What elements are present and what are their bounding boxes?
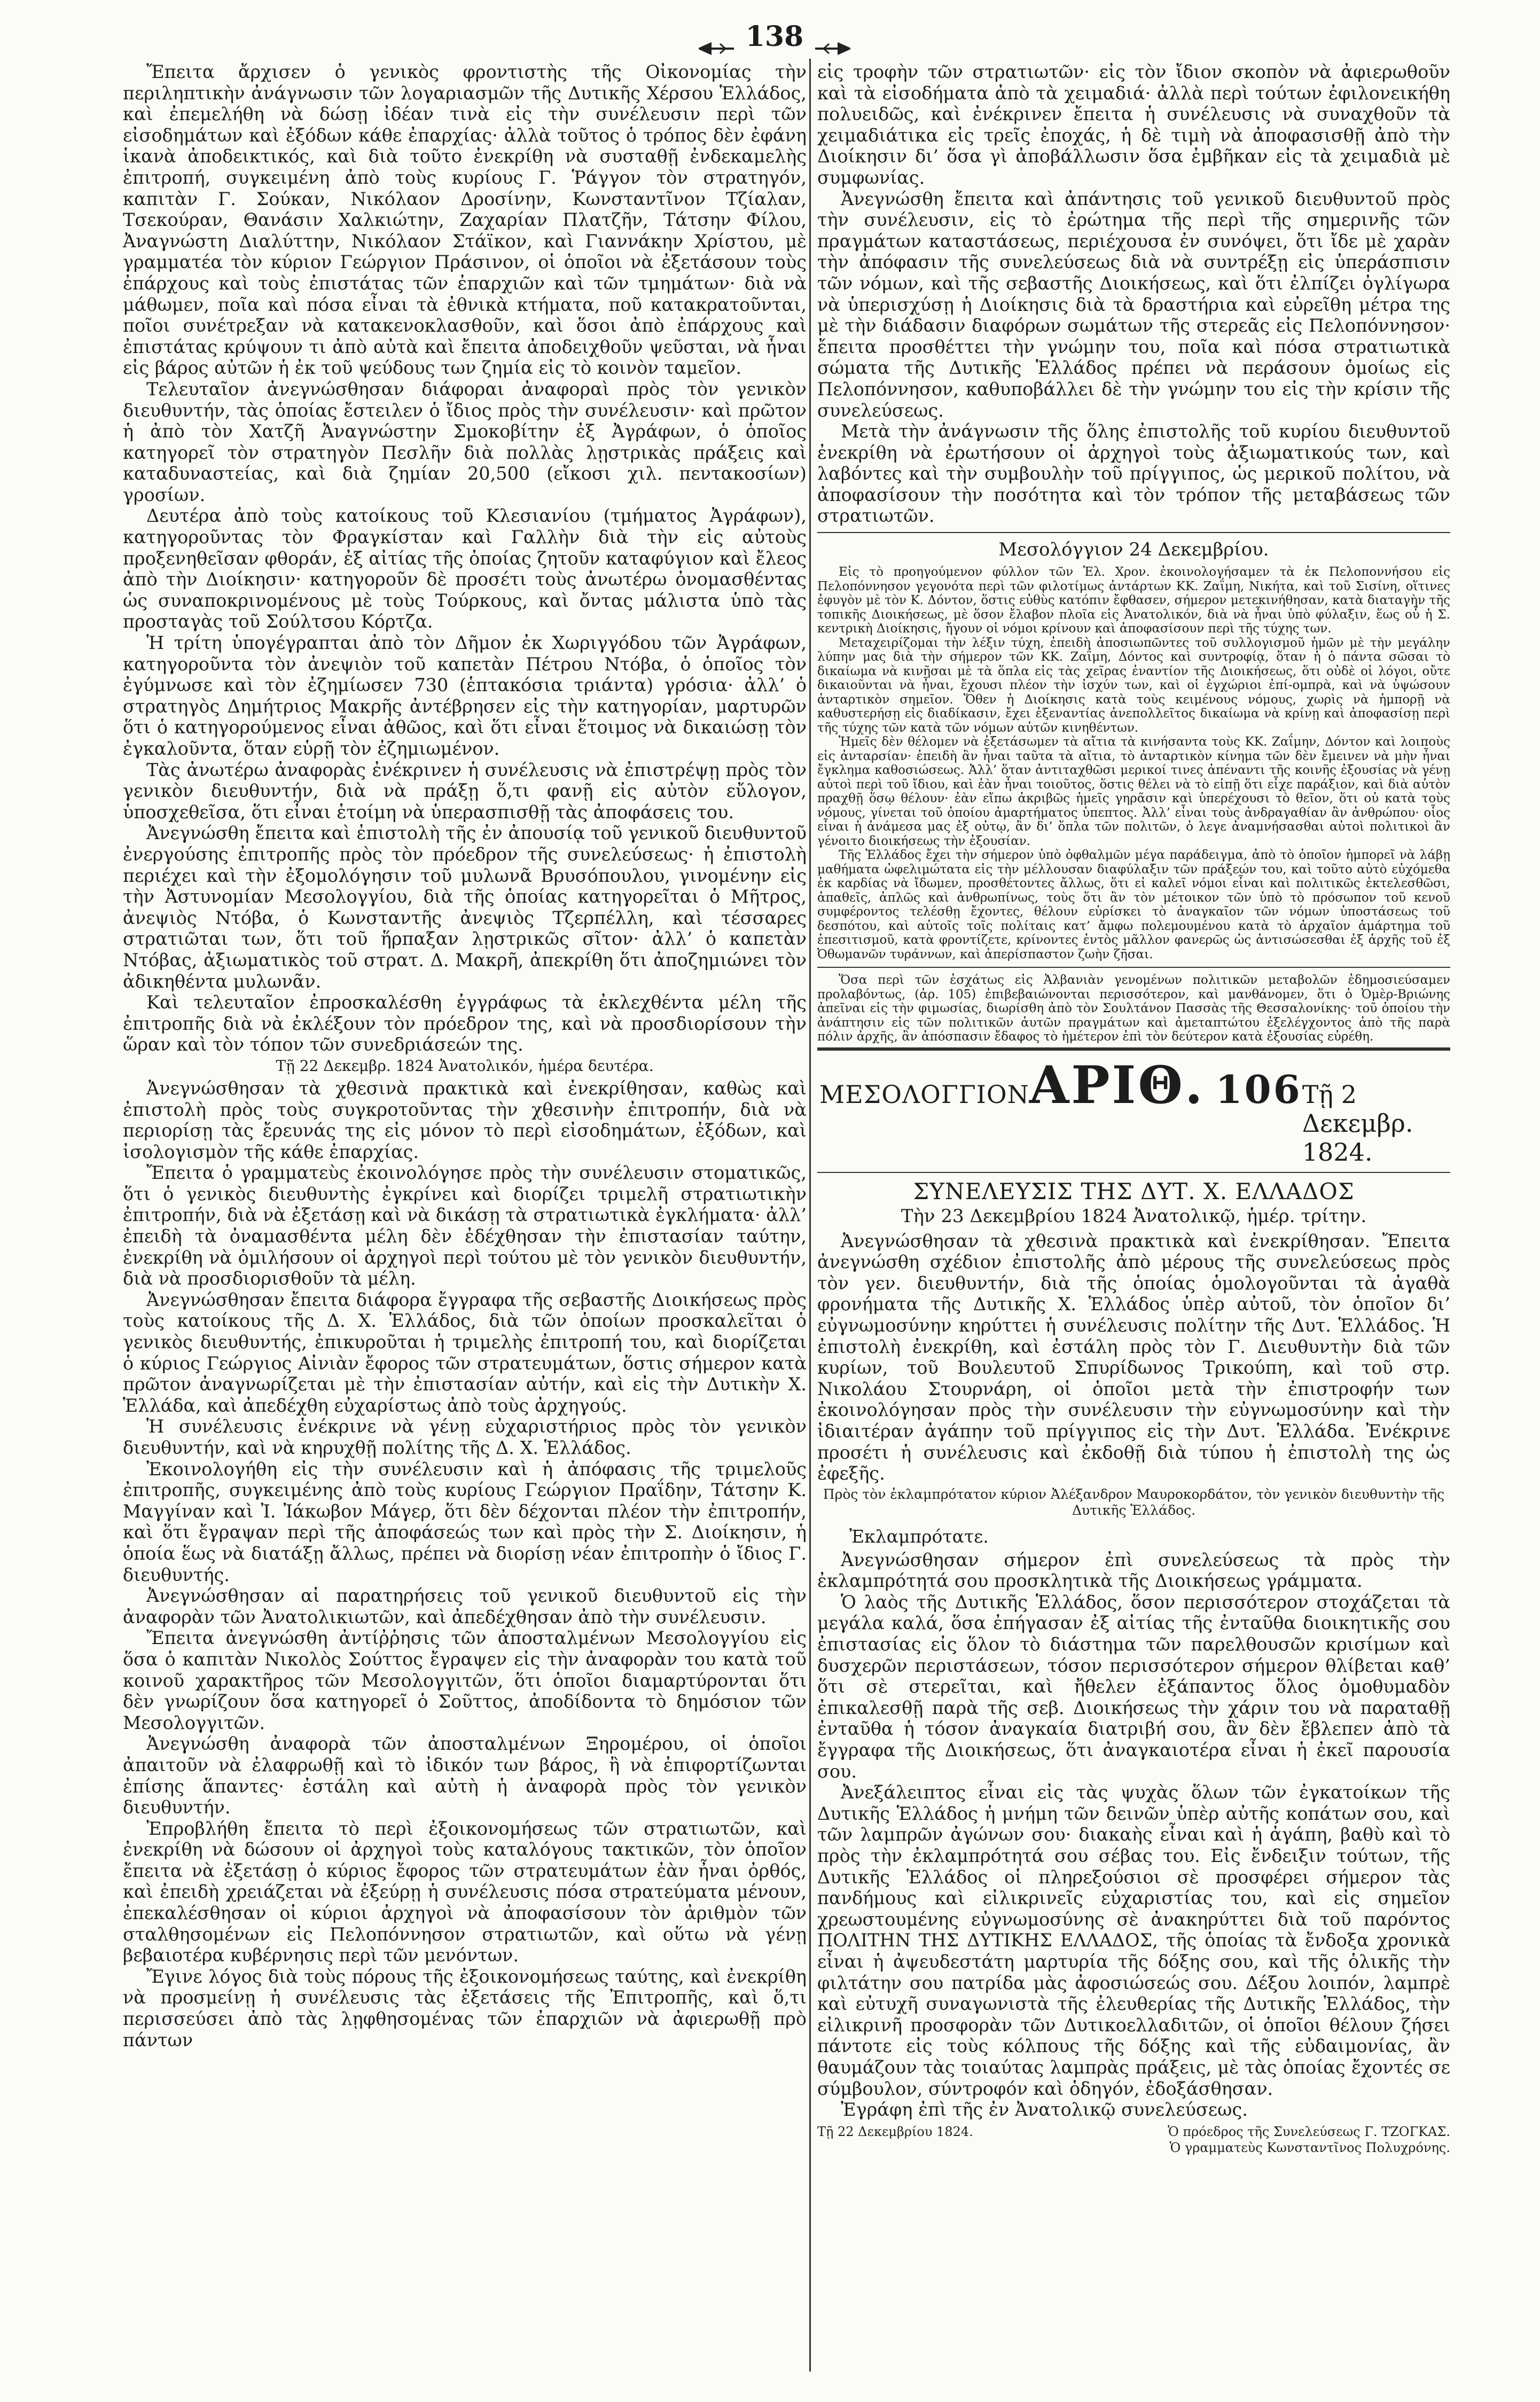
news-paragraph: Μεταχειρίζομαι τὴν λέξιν τύχη, ἐπειδὴ ἀποσιωπῶντες τοῦ συλλογισμοῦ ἡμῶν μὲ τὴν μεγάλην λύπην μας διὰ τὴν σήμερον τῶν ΚΚ. Ζαΐμη, Δόντος καὶ συντροφίᾳ, ὅταν ἡ ὁ πάντα σῶσαι τὸ δικαίωμα νὰ κινῆσαι μὲ τὰ ὅπλα εἰς τὰς χεῖρας ἐναντίον τῆς Διοικήσεως, ὅτι οὐδὲ οἱ λόγοι, οὔτε δικαιοῦνται νὰ ἦναι, ἔχουσι πλέον τὴν ἰσχύν των, καὶ οἱ ἐγχώριοι ἐπί-ομπρὰ, καὶ νὰ ὑψώσουν ἀνταρτικὸν σημεῖον. Ὅθεν ἡ Διοίκησις κατὰ τοὺς κειμένους νόμους, χωρὶς νὰ ἡμπορῇ νὰ καθυστερήσῃ εἰς διαδίκασιν, ἔχει ἐξεναντίας ἀνεπολλεῖτος δικαίωμα νὰ κρίνῃ καὶ ἀποφασίσῃ περὶ τῆς τύχης τῶν κατὰ τῶν νόμων αὐτῶν κινηθέντων. [817, 636, 1450, 735]
paragraph: Ἀνεγνώσθησαν αἱ παρατηρήσεις τοῦ γενικοῦ διευθυντοῦ εἰς τὴν ἀναφορὰν τῶν Ἀνατολικιωτῶν, καὶ ἀπεδέχθησαν ἀπὸ τὴν συνέλευσιν. [123, 1585, 807, 1628]
news-paragraph: Εἰς τὸ προηγούμενον φύλλον τῶν Ἑλ. Χρον. ἐκοινολογήσαμεν τὰ ἐκ Πελοποννήσου εἰς Πελοπόννησον γεγονότα περὶ τῶν φιλοτίμως ἀντάρτων ΚΚ. Ζαΐμη, Νικήτα, καὶ τοῦ Σισίνη, οἵτινες ἐφυγὸν μὲ τὸν Κ. Δόντον, ὅστις εὐθὺς κατόπιν ἔφθασεν, σήμερον μετεκινήθησαν, κατὰ διαταγὴν τῆς τοπικῆς Διοικήσεως, μὲ ὅσον ἔλαβον πλοῖα εἰς Ἀνατολικόν, διὰ νὰ ἦναι ὑπὸ φύλαξιν, ἕως οὗ ἡ Σ. κεντρικὴ Διοίκησις, ἤγουν οἱ νόμοι κρίνουν καὶ ἀποφασίσουν περὶ τῆς τύχης των. [817, 565, 1450, 636]
masthead-label: ΑΡΙΘ. [1029, 1054, 1205, 1115]
issue-masthead [817, 1055, 1450, 1167]
paragraph: Δευτέρα ἀπὸ τοὺς κατοίκους τοῦ Κλεσιανίου (τμήματος Ἀγράφων), κατηγοροῦντας τὸν Φραγκίσταν καὶ Γαλλὴν διὰ τὴν εἰς αὐτοὺς προξενηθεῖσαν φθοράν, ἐξ αἰτίας τῆς ὁποίας ζητοῦν καταφύγιον καὶ ἔλεος ἀπὸ τὴν Διοίκησιν· κατηγοροῦν δὲ προσέτι τοὺς ἀνωτέρω ὀνομασθέντας ὡς συναποκρινομένους μὲ τοὺς Τούρκους, καὶ ὄντας μάλιστα ὑπὸ τὰς προσταγὰς τοῦ Σούλτσου Κόρτζα. [123, 505, 807, 632]
paragraph: Ἔπειτα ἀνεγνώσθη ἀντίῤῥησις τῶν ἀποσταλμένων Μεσολογγίου εἰς ὅσα ὁ καπιτὰν Νικολὸς Σούττος ἔγραψεν εἰς τὴν ἀναφορὰν του κατὰ τοῦ κοινοῦ χαρακτῆρος τῶν Μεσολογγιτῶν, ὅτι ὁποῖοι διαμαρτύρονται ὅτι δὲν γνωρίζουν ὅσα κατηγορεῖ ὁ Σοῦττος, ἀποδίδοντα τὸ δημόσιον τῶν Μεσολογγιτῶν. [123, 1628, 807, 1733]
footer-president: Ὁ πρόεδρος τῆς Συνελεύσεως Γ. ΤΖΟΓΚΑΣ. [1168, 2124, 1450, 2139]
letter-sign-place: Ἐγράφη ἐπὶ τῆς ἐν Ἀνατολικῷ συνελεύσεως. [841, 2099, 1248, 2121]
right-column [817, 61, 1450, 2156]
paragraph: Ἀνεγνώσθη ἀναφορὰ τῶν ἀποσταλμένων Ξηρομέρου, οἱ ὁποῖοι ἀπαιτοῦν νὰ ἐλαφρωθῇ καὶ τὸ ἰδικόν των βάρος, ἢ νὰ ἐπιφορτίζωνται ἐπίσης ἅπαντες· ἐστάλη καὶ αὐτὴ ἡ ἀναφορὰ πρὸς τὸν γενικὸν διευθυντήν. [123, 1733, 807, 1818]
paragraph: Ἔπειτα ὁ γραμματεὺς ἐκοινολόγησε πρὸς τὴν συνέλευσιν στοματικῶς, ὅτι ὁ γενικὸς διευθυντὴς ἐγκρίνει καὶ διορίζει τριμελῆ στρατιωτικὴν ἐπιτροπήν, διὰ νὰ ἐξετάσῃ καὶ νὰ δικάσῃ τὰ στρατιωτικὰ ἐγκλήματα· ἀλλ’ ἐπειδὴ τὰ ὀναμασθέντα μέλη δὲν ἐδέχθησαν τὴν ἐπιστασίαν ταύτην, ἐνεκρίθη νὰ ὁμιλήσουν οἱ ἀρχηγοὶ περὶ τούτου μὲ τὸν γενικὸν διευθυντήν, διὰ νὰ προσδιορισθοῦν τὰ μέλη. [123, 1162, 807, 1289]
section-rule [817, 532, 1450, 533]
masthead-number-block [1029, 1055, 1302, 1115]
news-paragraph: Ὅσα περὶ τῶν ἐσχάτως εἰς Ἀλβανιὰν γενομένων πολιτικῶν μεταβολῶν ἐδημοσιεύσαμεν προλαβόντως, (ἀρ. 105) ἐπιβεβαιώνονται περισσότερον, καὶ μανθάνομεν, ὅτι ὁ Ὀμὲρ-Βριώνης ἀπεῖναι εἰς τὴν φιμωσίας, διωρίσθη ἀπὸ τὸν Σουλτάνον Πασσὰς τῆς Θεσσαλονίκης· τοῦ ὁποίου τὴν ἀνάπτησιν εἰς τῶν πολιτικῶν ἀυτῶν πραγμάτων καὶ ἀμεταπτώτου ἐξελέγχοντος ἀπὸ τῆς παρὰ πόλιν ἀρχῆς, ἂν ἀπόσπασιν ἔδαφος τὸ ἡμέτερον ἐπὶ τὸν δεύτερον κατὰ ἐξουσίας εὐρέθη. [817, 973, 1450, 1044]
masthead-date: Τῇ 2 Δεκεμβρ. 1824. [1302, 1079, 1413, 1167]
news-dateline: Μεσολόγγιον 24 Δεκεμβρίου. [998, 539, 1269, 561]
letter-salutation: Ἐκλαμπρότατε. [849, 1525, 989, 1547]
session-date: Τὴν 23 Δεκεμβρίου 1824 Ἀνατολικῷ, ἡμέρ. τρίτην. [901, 1205, 1367, 1227]
paragraph: Ἡ τρίτη ὑπογέγραπται ἀπὸ τὸν Δῆμον ἐκ Χωριγγόδου τῶν Ἀγράφων, κατηγοροῦντα τὸν ἀνεψιὸν τοῦ καπετὰν Πέτρου Ντόβα, ὁ ὁποῖος τὸν ἐγύμνωσε καὶ τὸν ἐζημίωσεν 730 (ἑπτακόσια τριάντα) γρόσια· ἀλλ’ ὁ στρατηγὸς Δημήτριος Μακρῆς ἀντέβρησεν εἰς τὴν κατηγορίαν, μαρτυρῶν ὅτι ὁ κατηγορούμενος εἶναι ἀθῶος, καὶ ὅτι εἶναι ἕτοιμος νὰ δικαιώσῃ τὸν ἐγκαλοῦντα, ὅταν εὑρῇ τὸν ἐζημιωμένον. [123, 632, 807, 759]
masthead-rule-bottom [817, 1172, 1450, 1173]
letter-addressee: Πρὸς τὸν ἐκλαμπρότατον κύριον Ἀλέξανδρον Μαυροκορδάτον, τὸν γενικὸν διευθυντὴν τῆς Δυτικῆς Ἑλλάδος. [823, 1486, 1445, 1518]
news-paragraph: Ἡμεῖς δὲν θέλομεν νὰ ἐξετάσωμεν τὰ αἴτια τὰ κινήσαντα τοὺς ΚΚ. Ζαΐμην, Δόντον καὶ λοιποὺς εἰς ἀνταρσίαν· ἐπειδὴ ἂν ἦναι ταῦτα τὰ αἴτια, τὸ ἀνταρτικὸν κίνημα τῶν δὲν ἔμεινεν νὰ μὴν ἦναι ἔγκλημα καθοσιώσεως. Ἀλλ’ ὅταν ἀντιταχθῶσι μερικοί τινες ἀπέναντι τῆς κοινῆς ἐξουσίας νὰ γένῃ αὐτοὶ περὶ τοῦ ἴδιου, καὶ ἐὰν ἦναι τοιοῦτος, ὅστις θέλει νὰ τὸ εἰπῇ ὅτι εἶχε παράξιον, καὶ διὰ αὐτὸν πραχθῇ ὅσῳ θέλουν· ἐὰν εἴπω ἀκριβῶς ἡμεῖς γηρᾶσιν καὶ ὑπερέχουσι τὸ θεῖον, ὅτι οὐ κατὰ τοὺς νόμους, γίνεται τοῦ ὁποίου ἁμαρτήματος ὑπεπτος. Ἀλλ’ εἶναι τοὺς ἀνδραγαθίαν ἂν ἀνθρώπου· οἷος εἶναι ἡ ἀνάμεσα μας ἐξ οὐτῳ, ἂν δι’ ὅπλα τῶν πολιτῶν, ὁ λεγε ἀναμνήσασθαι αὐτοὶ πολιτικοὶ ἂν γένοιτο διοικήσεως τὴν ἐξουσίαν. [817, 735, 1450, 848]
left-column [123, 61, 807, 2051]
paragraph: εἰς τροφὴν τῶν στρατιωτῶν· εἰς τὸν ἴδιον σκοπὸν νὰ ἀφιερωθοῦν καὶ τὰ εἰσοδήματα ἀπὸ τὰ χειμαδιά· ἀλλὰ περὶ τούτων ἐφιλονεικήθη πολυειδῶς, καὶ ἐνέκρινεν ἔπειτα ἡ συνέλευσις νὰ συναχθοῦν τὰ χειμαδιάτικα εἰς τρεῖς ἐποχάς, ἡ δὲ τιμὴ νὰ ἀποφασισθῇ ἀπὸ τὴν Διοίκησιν δι’ ὅσα γὶ ἀποβάλλωσιν ὅσα ἐμβῆκαν εἰς τὰ χειμαδιὰ μὲ συμφωνίας. [817, 61, 1450, 188]
masthead-rule-top [817, 1047, 1450, 1051]
letter-paragraph: Ἀνεγνώσθησαν σήμερον ἐπὶ συνελεύσεως τὰ πρὸς τὴν ἐκλαμπρότητά σου προσκλητικὰ τῆς Διοικήσεως γράμματα. [817, 1549, 1450, 1592]
paragraph: Μετὰ τὴν ἀνάγνωσιν τῆς ὅλης ἐπιστολῆς τοῦ κυρίου διευθυντοῦ ἐνεκρίθη νὰ ἐρωτήσουν οἱ ἀρχηγοὶ τοὺς ἀξιωματικούς των, καὶ λαβόντες καὶ τὴν συμβουλὴν τοῦ πρίγγιπος, ὡς μερικοῦ πολίτου, νὰ ἀποφασίσουν τὴν ποσότητα καὶ τὸν τρόπον τῆς μεταβάσεως τῶν στρατιωτῶν. [817, 421, 1450, 527]
letter-footer-secretary [817, 2140, 1450, 2156]
footer-date: Τῇ 22 Δεκεμβρίου 1824. [817, 2124, 973, 2139]
section-rule [817, 967, 1450, 968]
paragraph: Ἀνεγνώσθησαν ἔπειτα διάφορα ἔγγραφα τῆς σεβαστῆς Διοικήσεως πρὸς τοὺς κατοίκους τῆς Δ. Χ. Ἑλλάδος, διὰ τῶν ὁποίων προσκαλεῖται ὁ γενικὸς διευθυντής, ἐπικυροῦται ἡ τριμελὴς ἐπιτροπή του, καὶ διορίζεται ὁ κύριος Γεώργιος Αἰνιὰν ἔφορος τῶν στρατευμάτων, ὅστις σήμερον κατὰ πρῶτον ἀναγνωρίζεται μὲ τὴν ἐπιστασίαν αὐτήν, καὶ εἰς τὴν Δυτικὴν Χ. Ἑλλάδα, καὶ ἀπεδέχθη εὐχαρίστως ἀπὸ τοὺς ἀρχηγούς. [123, 1289, 807, 1416]
paragraph: Ἔπειτα ἄρχισεν ὁ γενικὸς φροντιστὴς τῆς Οἰκονομίας τὴν περιληπτικὴν ἀνάγνωσιν τῶν λογαριασμῶν τῆς Δυτικῆς Χέρσου Ἑλλάδος, καὶ ἐπεμελήθη νὰ δώσῃ ἰδέαν τινὰ εἰς τὴν συνέλευσιν περὶ τῶν εἰσοδημάτων καὶ ἐξόδων κάθε ἐπαρχίας· ἀλλὰ τοῦτος ὁ τρόπος δὲν ἐφάνη ἱκανὰ ἀποδεικτικός, καὶ διὰ τοῦτο ἐνεκρίθη νὰ συσταθῇ ἐνδεκαμελὴς ἐπιτροπή, συγκειμένη ἀπὸ τοὺς κυρίους Γ. Ῥάγγον τὸν στρατηγόν, καπιτὰν Γ. Σούκαν, Νικόλαον Δροσίνην, Κωνσταντῖνον Τζίαλαν, Τσεκούραν, Θανάσιν Χαλκιώτην, Ζαχαρίαν Πλατζῆν, Τάτσην Φίλου, Ἀναγνώστη Διαλύττην, Νικόλαον Στάϊκον, καὶ Γιαννάκην Χρίστου, μὲ γραμματέα τὸν κύριον Γεώργιον Πράσινον, οἱ ὁποῖοι νὰ ἐξετάσουν τοὺς ἐπάρχους καὶ τοὺς ἐπιστάτας τῶν ἐπαρχιῶν καὶ τῶν τμημάτων· διὰ νὰ μάθωμεν, ποῖα καὶ πόσα εἶναι τὰ ἐθνικὰ κτήματα, ποῦ κατακρατοῦνται, ποῖοι συνέτρεξαν νὰ κατακενοκλασθοῦν, καὶ ὅσοι ἀπὸ ἐπάρχους καὶ ἐπιστάτας κρύψουν τι ἀπὸ αὐτὰ καὶ ἔπειτα ἀποδειχθοῦν ψεῦσται, νὰ ἦναι εἰς βάρος αὐτῶν ἡ ἐκ τοῦ ψεύδους των ζημία εἰς τὸ κοινὸν ταμεῖον. [123, 61, 807, 379]
paragraph: Ἀνεγνώσθησαν τὰ χθεσινὰ πρακτικὰ καὶ ἐνεκρίθησαν. Ἔπειτα ἀνεγνώσθη σχέδιον ἐπιστολῆς ἀπὸ μέρους τῆς συνελεύσεως πρὸς τὸν γεν. διευθυντήν, διὰ τῆς ὁποίας ὁμολογοῦνται τὰ ἀγαθὰ φρονήματα τῆς Δυτικῆς Χ. Ἑλλάδος ὑπὲρ αὐτοῦ, τὸν ὁποῖον δι’ εὐγνωμοσύνην κηρύττει ἡ συνέλευσις πολίτην τῆς Δυτ. Ἑλλάδος. Ἡ ἐπιστολὴ ἐνεκρίθη, καὶ ἐστάλη πρὸς τὸν Γ. Διευθυντὴν διὰ τῶν κυρίων, τοῦ Βουλευτοῦ Σπυρίδωνος Τρικούπη, καὶ τοῦ στρ. Νικολάου Στουρνάρη, οἱ ὁποῖοι μετὰ τὴν ἐπιστροφήν των ἐκοινολόγησαν πρὸς τὴν συνέλευσιν τὴν εὐγνωμοσύνην καὶ τὴν ἰδιαιτέραν ἀγάπην τοῦ πρίγγιπος εἰς τὴν Δυτ. Ἑλλάδα. Ἐνέκρινε προσέτι ἡ συνέλευσις καὶ ἐκδοθῇ διὰ τύπου ἡ ἐπιστολὴ της ὡς ἐφεξῆς. [817, 1230, 1450, 1484]
paragraph: Τελευταῖον ἀνεγνώσθησαν διάφοραι ἀναφοραὶ πρὸς τὸν γενικὸν διευθυντήν, τὰς ὁποίας ἔστειλεν ὁ ἴδιος πρὸς τὴν συνέλευσιν· καὶ πρῶτον ἡ ἀπὸ τὸν Χατζῆ Ἀναγνώστην Σμοκοβίτην ἐξ Ἀγράφων, ὁ ὁποῖος κατηγορεῖ τὸν στρατηγὸν Πεσλῆν διὰ πολλὰς λῃστρικὰς πράξεις καὶ καταδυναστείας, καὶ διὰ ζημίαν 20,500 (εἴκοσι χιλ. πεντακοσίων) γροσίων. [123, 378, 807, 505]
paragraph: Ἀνεγνώσθη ἔπειτα καὶ ἐπιστολὴ τῆς ἐν ἀπουσίᾳ τοῦ γενικοῦ διευθυντοῦ ἐνεργούσης ἐπιτροπῆς πρὸς τὸν πρόεδρον τῆς συνελεύσεως· ἡ ἐπιστολὴ περιέχει καὶ τὴν ἐξομολόγησιν τοῦ μυλωνᾶ Βρυσόπουλου, γινομένην εἰς τὴν Ἀστυνομίαν Μεσολογγίου, διὰ τῆς ὁποίας κατηγορεῖται ὁ Μῆτρος, ἀνεψιὸς Ντόβα, ὁ Κωνσταντῆς ἀνεψιὸς Τζερπέλλη, καὶ τέσσαρες στρατιῶται των, ὅτι τοῦ ἥρπαξαν λῃστρικῶς σῖτον· ἀλλ’ ὁ καπετὰν Ντόβας, ἀξιωματικὸς τοῦ στρατ. Δ. Μακρῆ, ἀπεκρίθη ὅτι ἀποζημιώνει τὸν ἀδικηθέντα μυλωνᾶν. [123, 823, 807, 992]
paragraph: Ἐκοινολογήθη εἰς τὴν συνέλευσιν καὶ ἡ ἀπόφασις τῆς τριμελοῦς ἐπιτροπῆς, συγκειμένης ἀπὸ τοὺς κυρίους Γεώργιον Πραΐδην, Τάτσην Κ. Μαγγίναν καὶ Ἰ. Ἰάκωβον Μάγερ, ὅτι δὲν δέχονται πλέον τὴν ἐπιτροπήν, καὶ ὅτι ἔγραψαν περὶ τῆς ἀποφάσεώς των καὶ πρὸς τὴν Σ. Διοίκησιν, ἡ ὁποία ἕως νὰ διατάξῃ ἄλλως, πρέπει νὰ διορίσῃ νέαν ἐπιτροπὴν ὁ ἴδιος Γ. διευθυντής. [123, 1458, 807, 1585]
paragraph: Ἔγινε λόγος διὰ τοὺς πόρους τῆς ἐξοικονομήσεως ταύτης, καὶ ἐνεκρίθη νὰ προσμείνῃ ἡ συνέλευσις τὰς ἐξετάσεις τῆς Ἐπιτροπῆς, καὶ ὅ,τι περισσεύσει ἀπὸ τὰς λῃφθησομένας τῶν ἐπαρχιῶν νὰ ἀφιερωθῇ πρὸ πάντων [123, 1966, 807, 2051]
letter-paragraph: Ὁ λαὸς τῆς Δυτικῆς Ἑλλάδος, ὅσον περισσότερον στοχάζεται τὰ μεγάλα καλά, ὅσα ἐπήγασαν ἐξ αἰτίας τῆς ἐνταῦθα διοικητικῆς σου ἐπιστασίας εἰς ὅλον τὸ διάστημα τῶν παρελθουσῶν κρισίμων καὶ δυσχερῶν περιστάσεων, τόσον περισσότερον σήμερον θλίβεται καθ’ ὅτι σὲ στερεῖται, καὶ ἤθελεν ἐξάπαντος ὅλος ὁμοθυμαδὸν ἐπικαλεσθῇ παρὰ τῆς σεβ. Διοικήσεως τὴν χάριν του νὰ παραταθῇ ἐνταῦθα ἡ τόσον ἀναγκαία διατριβή σου, ἂν δὲν ἔβλεπεν ἀπὸ τὰ ἔγγραφα τῆς Διοικήσεως, ὅτι ἀναγκαιοτέρα εἶναι ἡ ἐκεῖ παρουσία σου. [817, 1591, 1450, 1782]
letter-paragraph: Ἀνεξάλειπτος εἶναι εἰς τὰς ψυχὰς ὅλων τῶν ἐγκατοίκων τῆς Δυτικῆς Ἑλλάδος ἡ μνήμη τῶν δεινῶν ὑπὲρ αὐτῆς κοπάτων σου, καὶ τῶν λαμπρῶν ἀγώνων σου· διακαὴς εἶναι καὶ ἡ ἀγάπη, βαθὺ καὶ τὸ πρὸς τὴν ἐκλαμπρότητά σου σέβας του. Εἰς ἔνδειξιν τούτων, τῆς Δυτικῆς Ἑλλάδος οἱ πληρεξούσιοι σὲ προσφέρει σήμερον τὰς πανδήμους καὶ εἰλικρινεῖς εὐχαριστίας του, καὶ εἰς σημεῖον χρεωστουμένης εὐγνωμοσύνης σὲ ἀνακηρύττει διὰ τοῦ παρόντος ΠΟΛΙΤΗΝ ΤΗΣ ΔΥΤΙΚΗΣ ΕΛΛΑΔΟΣ, τῆς ὁποίας τὰ ἔνδοξα χρονικὰ εἶναι ἡ ἀψευδεστάτη μαρτυρία τῆς δόξης σου, καὶ τῆς ὁλικῆς τὴν φιλτάτην σου πατρίδα μὰς ἀφοσιώσεώς σου. Δέξου λοιπόν, λαμπρὲ καὶ εὐτυχῆ συναγωνιστὰ τῆς ἐλευθερίας τῆς Δυτικῆς Ἑλλάδος, τὴν εἰλικρινῆ προσφορὰν τῶν Δυτικοελλαδιτῶν, οἱ ὁποῖοι θέλουν ζήσει πάντοτε εἰς τοὺς κόλπους τῆς δόξης καὶ τῆς εὐδαιμονίας, ἂν θαυμάζουν τὰς τοιαύτας λαμπρὰς πράξεις, μὲ τὰς ὁποίας ἔχοντές σε σύμβουλον, σύντροφόν καὶ ὁδηγόν, ἐδοξάσθησαν. [817, 1782, 1450, 2099]
page-number [689, 20, 860, 53]
paragraph: Ἐπροβλήθη ἔπειτα τὸ περὶ ἐξοικονομήσεως τῶν στρατιωτῶν, καὶ ἐνεκρίθη νὰ δώσουν οἱ ἀρχηγοὶ τοὺς καταλόγους τακτικῶν, τὸν ὁποῖον ἔπειτα νὰ ἐξετάσῃ ὁ κύριος ἔφορος τῶν στρατευμάτων ἐὰν ἦναι ὀρθός, καὶ ἐπειδὴ χρειάζεται νὰ ἐξεύρῃ ἡ συνέλευσις πόσα στρατεύματα μένουν, ἐπεκαλέσθησαν οἱ κύριοι ἀρχηγοὶ νὰ ἀποφασίσουν τὸν ἀριθμὸν τῶν σταλθησομένων εἰς Πελοπόννησον στρατιωτῶν, καὶ οὕτω νὰ γένῃ βεβαιοτέρα κυβέρνησις περὶ τῶν μενόντων. [123, 1818, 807, 1966]
right-ornament-icon [813, 31, 850, 47]
paragraph: Ἀνεγνώσθησαν τὰ χθεσινὰ πρακτικὰ καὶ ἐνεκρίθησαν, καθὼς καὶ ἐπιστολὴ πρὸς τοὺς συγκροτοῦντας τὴν χθεσινὴν ἐπιτροπήν, διὰ νὰ περιορίσῃ τὰς ἔρευνάς της εἰς μόνον τὸ περὶ εἰσοδημάτων, ἐξόδων, καὶ ἰσολογισμὸν τῆς κάθε ἐπαρχίας. [123, 1077, 807, 1162]
session-title: ΣΥΝΕΛΕΥΣΙΣ ΤΗΣ ΔΥΤ. Χ. ΕΛΛΑΔΟΣ [913, 1178, 1355, 1204]
left-ornament-icon [699, 31, 736, 47]
issue-number: 106 [1215, 1066, 1302, 1112]
news-paragraph: Τῆς Ἑλλάδος ἔχει τὴν σήμερον ὑπὸ ὀφθαλμῶν μέγα παράδειγμα, ἀπὸ τὸ ὁποῖον ἡμπορεῖ νὰ λάβῃ μαθήματα ὠφελιμώτατα εἰς τὴν μέλλουσαν διαφύλαξιν τῶν πράξεών του, καὶ τοῦτο αὐτὸ εὐχόμεθα ἐκ καρδίας νὰ ἴδωμεν, προσθέτοντες ἄλλως, ὅτι εἰ καλεῖ νόμοι εἶναι καὶ πολιτικῶς ἐκτελεσθῶσι, ἀπαθεῖς, ἀπλῶς καὶ ἀνθρωπίνως, τοὺς ὅτι ἂν τὸν μέτοικον τῶν ὑπὸ τὸ πρόσωπον τοῦ κενοῦ συμφέροντος τελέσθῃ ἔχοντες, θέλουν εὑρίσκει τὸ ἀναγκαῖον τῶν νόμων ὑποστάσεως τοῦ δεσπότου, καὶ αὐτοῖς τοῖς πολίταις κατ’ ἄμφω πολεμουμένου κατὰ τὸ ἀρχαῖον ἁμάρτημα τοῦ ἐπεσιτισμοῦ, κατὰ φροντίζετε, κρίνοντες ἐντὸς μᾶλλον φανερῶς ὡς ἀντισώσεσθαι ἐξ ἀρχῆς τοῦ ἐξ Ὀθωμανῶν τυράννων, καὶ ἀπερίσπαστον ζωὴν ζῆσαι. [817, 848, 1450, 961]
paragraph: Τὰς ἀνωτέρω ἀναφορὰς ἐνέκρινεν ἡ συνέλευσις νὰ ἐπιστρέψῃ πρὸς τὸν γενικὸν διευθυντήν, διὰ νὰ πράξῃ ὅ,τι φανῇ εἰς αὐτὸν εὔλογον, ὑποσχεθεῖσα, ὅτι εἶναι ἑτοίμη νὰ ὑπερασπισθῇ τὰς ἀποφάσεις του. [123, 759, 807, 823]
masthead-place: ΜΕΣΟΛΟΓΓΙΟΝ [819, 1079, 1029, 1109]
paragraph: Ἡ συνέλευσις ἐνέκρινε νὰ γένῃ εὐχαριστήριος πρὸς τὸν γενικὸν διευθυντήν, καὶ νὰ κηρυχθῇ πολίτης τῆς Δ. Χ. Ἑλλάδος. [123, 1416, 807, 1458]
letter-footer [817, 2124, 1450, 2140]
paragraph: Ἀνεγνώσθη ἔπειτα καὶ ἀπάντησις τοῦ γενικοῦ διευθυντοῦ πρὸς τὴν συνέλευσιν, εἰς τὸ ἐρώτημα τῆς περὶ τῆς σημερινῆς τῶν πραγμάτων καταστάσεως, περιέχουσα ἐν συνόψει, ὅτι ἴδε μὲ χαρὰν τὴν ἀπόφασιν τῆς συνελεύσεως διὰ νὰ συντρέξῃ εἰς ὑπεράσπισιν τῶν νόμων, καὶ τῆς σεβαστῆς Διοικήσεως, καὶ ὅτι ἐλπίζει ὀγλίγωρα νὰ ὑπερισχύσῃ ἡ Διοίκησις διὰ τὰ δραστήρια καὶ εὐρεῖθη μέτρα της μὲ τὴν διάδασιν διαφόρων σωμάτων τῆς στερεᾶς εἰς Πελοπόννησον· ἔπειτα προσθέττει τὴν γνώμην του, ποῖα καὶ πόσα στρατιωτικὰ σώματα τῆς Δυτικῆς Ἑλλάδος πρέπει νὰ περάσουν ὁμοίως εἰς Πελοπόννησον, καθυποβάλλει δὲ τὴν γνώμην του εἰς τὴν κρίσιν τῆς συνελεύσεως. [817, 188, 1450, 421]
column-divider [809, 59, 811, 2372]
session-dateline: Τῇ 22 Δεκεμβρ. 1824 Ἀνατολικόν, ἡμέρα δευτέρα. [276, 1057, 654, 1075]
footer-secretary: Ὁ γραμματεὺς Κωνσταντῖνος Πολυχρόνης. [1169, 2140, 1450, 2155]
page-number-text: 138 [745, 20, 804, 53]
paragraph: Καὶ τελευταῖον ἐπροσκαλέσθη ἐγγράφως τὰ ἐκλεχθέντα μέλη τῆς ἐπιτροπῆς διὰ νὰ ἐκλέξουν τὸν πρόεδρον της, καὶ νὰ προσδιορίσουν τὴν ὥραν καὶ τὸν τόπον τῶν συνεδριάσεών της. [123, 992, 807, 1055]
